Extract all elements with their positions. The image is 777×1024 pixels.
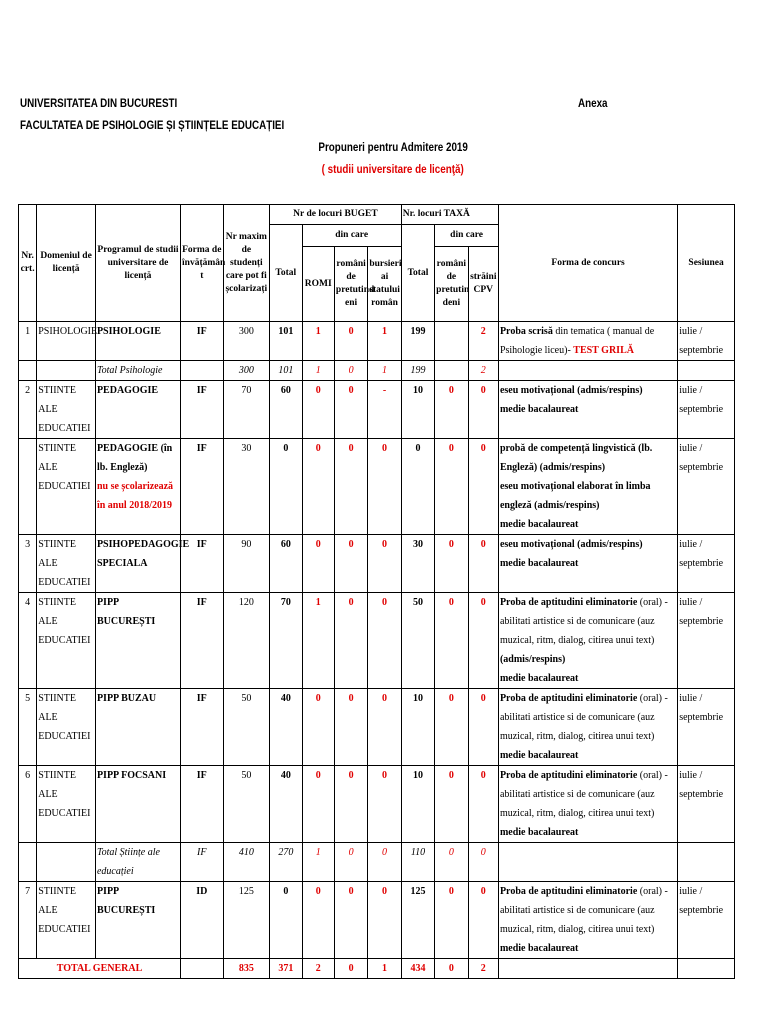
row-nr: 3 [19,535,37,593]
row-domain: STIINTE ALE EDUCATIEI [37,535,96,593]
row-straini: 0 [468,843,498,882]
row-straini: 2 [468,959,498,979]
col-sesiune: Sesiunea [678,205,735,322]
table-row [19,689,735,766]
row-program: PIPP FOCSANI [95,766,180,843]
col-taxa: Nr. locuri TAXĂ [401,205,498,225]
row-domain: STIINTE ALE EDUCATIEI [37,766,96,843]
row-buget-total: 101 [270,322,302,361]
col-buget-total: Total [270,225,302,322]
subtotal-label: Total Psihologie [95,361,180,381]
row-domain: STIINTE ALE EDUCATIEI [37,593,96,689]
row-buget-total: 0 [270,882,302,959]
row-romi: 0 [302,535,334,593]
row-max: 125 [223,882,270,959]
row-nr: 1 [19,322,37,361]
row-buget-total: 60 [270,535,302,593]
row-concurs [498,535,677,593]
row-romani: 0 [334,361,367,381]
col-romani: români de pretutind eni [334,247,367,322]
row-buget-total: 70 [270,593,302,689]
col-taxa-din-care: din care [435,225,499,247]
row-domain: STIINTE ALE EDUCATIEI [37,439,96,535]
row-domain: PSIHOLOGIE [37,322,96,361]
concurs-text: (oral) - abilitati artistice si de comunicare (auz muzical, ritm, dialog, citirea unui text) [499,770,668,819]
row-romani-taxa: 0 [435,843,468,882]
row-romi: 0 [302,439,334,535]
row-max: 300 [223,361,270,381]
col-romi: ROMI [302,247,334,322]
row-romani: 0 [334,535,367,593]
row-romani: 0 [334,439,367,535]
program-name: PEDAGOGIE (în lb. Engleză) [96,443,173,473]
row-domain: STIINTE ALE EDUCATIEI [37,381,96,439]
row-sesiune: iulie / septembrie [678,766,735,843]
concurs-text: Proba de aptitudini eliminatorie [499,770,638,781]
row-romi: 1 [302,322,334,361]
row-nr: 6 [19,766,37,843]
row-taxa-total: 110 [401,843,434,882]
concurs-text: medie bacalaureat [499,827,579,838]
row-max: 90 [223,535,270,593]
row-program: PSIHOLOGIE [95,322,180,361]
row-program: PIPP BUCUREȘTI [95,593,180,689]
header-row [19,205,735,225]
concurs-text: Proba de aptitudini eliminatorie [499,693,638,704]
concurs-text: medie bacalaureat [499,404,579,415]
row-romi: 0 [302,689,334,766]
subtotal-label: Total Științe ale educației [95,843,180,882]
row-form: IF [181,535,224,593]
table-row [19,439,735,535]
row-program: PSIHOPEDAGOGIE SPECIALA [95,535,180,593]
row-romani: 0 [334,843,367,882]
row-straini: 2 [468,361,498,381]
table-row [19,882,735,959]
row-concurs [498,593,677,689]
concurs-text: medie bacalaureat [499,943,579,954]
row-romani: 0 [334,766,367,843]
row-domain: STIINTE ALE EDUCATIEI [37,882,96,959]
total-general-label: TOTAL GENERAL [19,959,181,979]
row-sesiune: iulie / septembrie [678,381,735,439]
row-taxa-total: 434 [401,959,434,979]
row-form: IF [181,439,224,535]
university-name: UNIVERSITATEA DIN BUCURESTI [20,96,178,110]
row-max: 70 [223,381,270,439]
col-domain: Domeniul de licență [37,205,96,322]
col-straini: străini CPV [468,247,498,322]
row-max: 120 [223,593,270,689]
page-title: Propuneri pentru Admitere 2019 [318,140,468,154]
row-bursieri: 1 [368,959,401,979]
row-straini: 0 [468,882,498,959]
col-form: Forma de învățămân t [181,205,224,322]
row-romani-taxa [435,322,468,361]
row-form: IF [181,593,224,689]
table-row [19,381,735,439]
concurs-text: eseu motivațional (admis/respins) [499,539,643,550]
row-max: 50 [223,766,270,843]
row-bursieri: 0 [368,766,401,843]
concurs-text: eseu motivațional elaborat în limba engleză (admis/respins) [499,481,651,511]
row-bursieri: 0 [368,689,401,766]
row-buget-total: 101 [270,361,302,381]
concurs-text: (oral) - abilitati artistice si de comunicare (auz muzical, ritm, dialog, citirea unui text) [499,693,668,742]
row-straini: 0 [468,535,498,593]
concurs-text: (oral) - abilitati artistice si de comunicare (auz muzical, ritm, dialog, citirea unui text) [499,597,668,646]
page-subtitle: ( studii universitare de licenţă) [321,162,465,176]
col-romani-taxa: români de pretutin deni [435,247,468,322]
total-general-row [19,959,735,979]
row-bursieri: 1 [368,322,401,361]
row-bursieri: 0 [368,439,401,535]
row-romani-taxa: 0 [435,439,468,535]
row-straini: 2 [468,322,498,361]
row-bursieri: 1 [368,361,401,381]
annex-label: Anexa [578,96,608,110]
row-program: PEDAGOGIE [95,381,180,439]
row-romani-taxa: 0 [435,766,468,843]
row-concurs [498,322,677,361]
row-bursieri: 0 [368,593,401,689]
row-taxa-total: 0 [401,439,434,535]
col-concurs: Forma de concurs [498,205,677,322]
row-sesiune: iulie / septembrie [678,689,735,766]
row-romani-taxa: 0 [435,882,468,959]
row-sesiune: iulie / septembrie [678,322,735,361]
col-taxa-total: Total [401,225,434,322]
row-taxa-total: 10 [401,689,434,766]
row-form: ID [181,882,224,959]
concurs-text: (oral) - abilitati artistice si de comunicare (auz muzical, ritm, dialog, citirea unui text) [499,886,668,935]
concurs-text: Proba de aptitudini eliminatorie [499,597,638,608]
row-straini: 0 [468,593,498,689]
row-romani: 0 [334,959,367,979]
row-romi: 0 [302,882,334,959]
row-romani-taxa: 0 [435,593,468,689]
program-note: nu se școlarizează în anul 2018/2019 [96,481,174,511]
concurs-text: Proba de aptitudini eliminatorie [499,886,638,897]
row-bursieri: 0 [368,843,401,882]
concurs-text: eseu motivațional (admis/respins) [499,385,643,396]
row-max: 410 [223,843,270,882]
row-concurs [498,689,677,766]
row-buget-total: 40 [270,766,302,843]
row-concurs [498,381,677,439]
row-sesiune: iulie / septembrie [678,439,735,535]
row-romi: 0 [302,381,334,439]
row-taxa-total: 199 [401,322,434,361]
col-bursieri: bursieri ai statului român [368,247,401,322]
faculty-name: FACULTATEA DE PSIHOLOGIE ȘI ȘTIINȚELE EDUCAȚIEI [20,118,285,132]
row-concurs [498,882,677,959]
row-buget-total: 0 [270,439,302,535]
row-max: 50 [223,689,270,766]
row-max: 835 [223,959,270,979]
row-romani-taxa: 0 [435,959,468,979]
concurs-text: probă de competență lingvistică (lb. Engleză) (admis/respins) [499,443,653,473]
row-romani-taxa: 0 [435,381,468,439]
subtotal-row [19,361,735,381]
row-program: PIPP BUZAU [95,689,180,766]
col-program: Programul de studii universitare de licență [95,205,180,322]
col-buget-din-care: din care [302,225,401,247]
row-taxa-total: 199 [401,361,434,381]
row-romani: 0 [334,322,367,361]
row-taxa-total: 10 [401,766,434,843]
row-bursieri: 0 [368,535,401,593]
row-buget-total: 40 [270,689,302,766]
col-nr: Nr. crt. [19,205,37,322]
row-straini: 0 [468,381,498,439]
row-romani: 0 [334,593,367,689]
concurs-text: medie bacalaureat [499,673,579,684]
row-buget-total: 270 [270,843,302,882]
row-romi: 2 [302,959,334,979]
row-form: IF [181,322,224,361]
row-taxa-total: 125 [401,882,434,959]
row-nr: 5 [19,689,37,766]
col-buget: Nr de locuri BUGET [270,205,402,225]
row-form: IF [181,766,224,843]
row-romi: 1 [302,843,334,882]
concurs-text: din tematica ( manual de Psihologie liceu)- [499,326,655,356]
row-domain: STIINTE ALE EDUCATIEI [37,689,96,766]
row-romi: 0 [302,766,334,843]
row-romani: 0 [334,689,367,766]
admission-table [18,204,735,979]
table-row [19,322,735,361]
row-romani-taxa: 0 [435,535,468,593]
row-romani: 0 [334,882,367,959]
row-form: IF [181,381,224,439]
row-romi: 1 [302,361,334,381]
table-row [19,593,735,689]
row-taxa-total: 10 [401,381,434,439]
row-concurs [498,439,677,535]
concurs-text: (admis/respins) [499,654,566,665]
subtotal-row [19,843,735,882]
row-nr: 7 [19,882,37,959]
row-bursieri: - [368,381,401,439]
row-straini: 0 [468,439,498,535]
row-taxa-total: 50 [401,593,434,689]
concurs-text: Proba scrisă [499,326,553,337]
row-sesiune: iulie / septembrie [678,593,735,689]
concurs-text: medie bacalaureat [499,558,579,569]
row-buget-total: 60 [270,381,302,439]
row-romani-taxa: 0 [435,689,468,766]
row-nr: 4 [19,593,37,689]
row-sesiune: iulie / septembrie [678,535,735,593]
row-romi: 1 [302,593,334,689]
row-buget-total: 371 [270,959,302,979]
row-max: 30 [223,439,270,535]
table-row [19,766,735,843]
row-sesiune: iulie / septembrie [678,882,735,959]
row-program: PIPP BUCUREȘTI [95,882,180,959]
row-straini: 0 [468,766,498,843]
table-row [19,535,735,593]
row-form: IF [181,843,224,882]
row-form: IF [181,689,224,766]
col-max: Nr maxim de studenți care pot fi școlarizați [223,205,270,322]
row-romani: 0 [334,381,367,439]
row-straini: 0 [468,689,498,766]
row-taxa-total: 30 [401,535,434,593]
concurs-text: medie bacalaureat [499,750,579,761]
row-bursieri: 0 [368,882,401,959]
concurs-text: medie bacalaureat [499,519,579,530]
row-program [95,439,180,535]
row-max: 300 [223,322,270,361]
concurs-highlight: TEST GRILĂ [573,345,634,356]
row-nr: 2 [19,381,37,439]
row-concurs [498,766,677,843]
